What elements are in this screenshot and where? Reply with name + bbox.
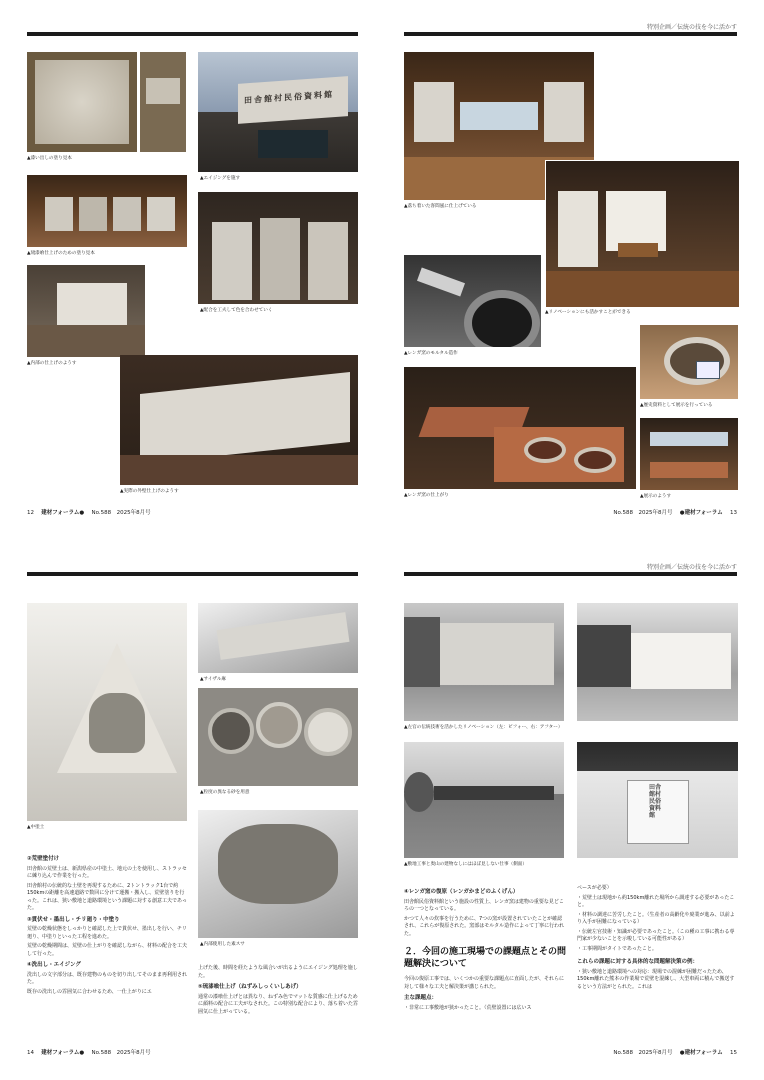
paragraph: ・材料の調達に苦労したこと。（生産者の高齢化や廃業が進み、以前より入手が困難になっている） — [577, 911, 735, 925]
subheading: これらの課題に対する具体的な問題解決策の例： — [577, 959, 699, 965]
caption: ▲落ち着いた客間風に仕上げている — [404, 204, 477, 209]
page-footer — [27, 508, 151, 516]
caption: ▲中塗土 — [27, 825, 45, 830]
paragraph: 田舎館の荒壁土は、新潟県産の中塗土、地元の土を使用し、ストラッセに練り込んで作業を行った。 — [27, 865, 187, 879]
paragraph: ・荒壁土は現地から約150km離れた場所から調達する必要があったこと。 — [577, 894, 735, 908]
page-number: 13 — [730, 510, 737, 516]
photo-color-matching-room — [198, 192, 358, 304]
page-footer — [27, 1048, 151, 1056]
paragraph: 通常の漆喰仕上げとは異なり、ねずみ色でマットな質感に仕上げるために顔料の配合に工夫がなされた。この特別な配合により、落ち着いた雰囲気に仕上がっている。 — [198, 993, 359, 1015]
body-text-column-2 — [198, 965, 358, 1018]
section-header: 特別企画／伝統の技を今に活かす — [646, 564, 737, 571]
magazine-name: 建材フォーラム● — [41, 510, 85, 516]
caption: ▲エイジングを施す — [200, 176, 241, 181]
paragraph: 上げた後、時間を経たような風合いが出るようにエイジング処理を施した。 — [198, 965, 358, 979]
subheading: ④レンガ窯の復原（レンガかまどのふくげん） — [404, 889, 519, 895]
issue-label: No.588 2025年8月号 — [613, 510, 673, 516]
caption: ▲歴史資料として展示を行っている — [640, 403, 713, 408]
caption: ▲リノベーションにも活かすことができる — [545, 310, 631, 315]
body-text-column-2 — [577, 885, 738, 993]
photo-plaster-sample-chip — [140, 52, 186, 152]
caption: ▲配合を工夫して色を合わせていく — [200, 308, 273, 313]
caption: ▲レンガ窯のモルタル造作 — [404, 351, 458, 356]
subheading: ⑤琉漆喰仕上げ（ねずみしっくいしあげ） — [198, 984, 302, 990]
photo-history-exhibit — [640, 325, 738, 399]
photo-sand-grades — [198, 688, 358, 786]
page-14 — [0, 540, 382, 1080]
caption: ▲左官の伝統技術を活かしたリノベーション（左：ビフォー、右：アフター） — [404, 725, 563, 730]
issue-label: No.588 2025年8月号 — [91, 1050, 151, 1056]
photo-museum-sign — [198, 52, 358, 172]
magazine-name: ●建材フォーラム — [679, 510, 723, 516]
paragraph: ・狭い敷地と道路環境への対応：現場での混練が困難だったため、150km離れた熊本の作業場で荒壁を混練し、大型車両に積んで搬送するという方法がとられた。これは — [577, 968, 735, 990]
paragraph: ・伝統左官技術・知識が必要であったこと。（この種の工事に携わる専門家が少ないことを示唆している可能性がある） — [577, 928, 735, 942]
paragraph: ・非常に工事敷地が狭かったこと。（荒壁設置には広いス — [404, 1004, 532, 1011]
top-rule — [404, 572, 737, 576]
paragraph: 既存の洗出しの雰囲気に合わせるため、一仕上がりにエ — [27, 988, 152, 995]
photo-kiln-finished — [404, 367, 636, 489]
magazine-name: ●建材フォーラム — [679, 1050, 723, 1056]
paragraph: ・工事期間がタイトであったこと。 — [577, 945, 657, 952]
subheading: ④洗出し・エイジング — [27, 962, 81, 968]
section-heading: ２．今回の施工現場での課題点とその問題解決について — [404, 947, 567, 969]
page-footer — [613, 1048, 737, 1056]
photo-exhibit-view — [640, 418, 738, 490]
paragraph: ペースが必要） — [577, 885, 612, 891]
paragraph: 荒壁の乾燥状態をしっかりと確認した上で貫伏せ、墨出しを行い、チリ廻り、中塗りといった工程を進めた。 — [27, 926, 187, 940]
photo-plain-fiber — [198, 810, 358, 938]
page-number: 15 — [730, 1050, 737, 1056]
paragraph: 洗出しの文字部分は、既存建物のものを切り出してそのまま再利用された。 — [27, 971, 188, 985]
photo-exterior-wall — [120, 355, 358, 485]
paragraph: 田舎館民俗資料館という施設の性質上、レンガ窯は建物の重要な見どころの一つとなっている。 — [404, 898, 564, 912]
sign-text: 田舎館村民俗資料館 — [649, 784, 662, 819]
photo-renovation-before — [404, 603, 564, 721]
photo-site-overview — [404, 742, 564, 858]
caption: ▲敷地工事と奥山の建物なしにはほぼ見しない仕事（側面） — [404, 862, 527, 867]
subheading: ②荒壁塗付け — [27, 856, 60, 862]
page-number: 12 — [27, 510, 34, 516]
paragraph: 田舎館村の伝統的な土壁を再現するために、2トントラック1台で約150kmの距離を高速道路で数回に分けて運搬・搬入し、荒壁塗りを行った。これは、狭い敷地と道路環境という課題に対する創意工夫であった。 — [27, 882, 187, 911]
caption: ▲漆い出しの塗り見本 — [27, 156, 72, 161]
page-13 — [382, 0, 764, 540]
photo-kiln-mortar-work — [404, 255, 541, 347]
paragraph: 今回の復原工事では、いくつかの重要な課題点に直面したが、それらに対して様々な工夫と解決策が講じられた。 — [404, 976, 565, 990]
caption: ▲内部の仕上げのようす — [27, 361, 77, 366]
photo-museum-entrance — [577, 742, 738, 858]
top-rule — [27, 32, 358, 36]
subheading: 主な課題点： — [404, 995, 438, 1001]
issue-label: No.588 2025年8月号 — [613, 1050, 673, 1056]
photo-renovation-room — [545, 160, 740, 308]
magazine-name: 建材フォーラム● — [41, 1050, 85, 1056]
top-rule — [27, 572, 358, 576]
issue-label: No.588 2025年8月号 — [91, 510, 151, 516]
paragraph: 荒壁の乾燥期間は、荒壁の仕上がりを確認しながら、材料の配合を工夫して行った。 — [27, 943, 188, 957]
sign-text: 田舎館村民俗資料館 — [244, 89, 334, 106]
page-number: 14 — [27, 1050, 34, 1056]
caption: ▲粒度の異なる砂を用意 — [200, 790, 250, 795]
paragraph: かつて人々の炊事を行うために、7つの窯が設置されていたことが確認され、これらが復原された。窯部はモルタル造作によって丁寧に行われた。 — [404, 915, 565, 937]
caption: ▲展示のようす — [640, 494, 672, 499]
page-12 — [0, 0, 382, 540]
top-rule — [404, 32, 737, 36]
photo-interior-finish — [27, 265, 145, 357]
caption: ▲内部使用した素スサ — [200, 942, 245, 947]
page-footer — [613, 508, 737, 516]
photo-middle-coat-soil — [27, 603, 187, 821]
subheading: ③貫伏せ・墨出し・チリ廻り・中塗り — [27, 916, 120, 923]
caption: ▲琉漆喰仕上げのための塗り見本 — [27, 251, 95, 256]
page-15 — [382, 540, 764, 1080]
section-header: 特別企画／伝統の技を今に活かす — [646, 24, 737, 31]
body-text-column-1 — [27, 852, 189, 998]
photo-sample-panels — [27, 175, 187, 247]
caption: ▲サイザル麻 — [200, 677, 226, 682]
caption: ▲レンガ窯の仕上がり — [404, 493, 449, 498]
photo-plaster-sample-board — [27, 52, 137, 152]
photo-renovation-after — [577, 603, 738, 721]
body-text-column-1 — [404, 885, 566, 1014]
caption: ▲実際の外壁仕上げのようす — [120, 489, 179, 494]
photo-sisal-hemp — [198, 603, 358, 673]
